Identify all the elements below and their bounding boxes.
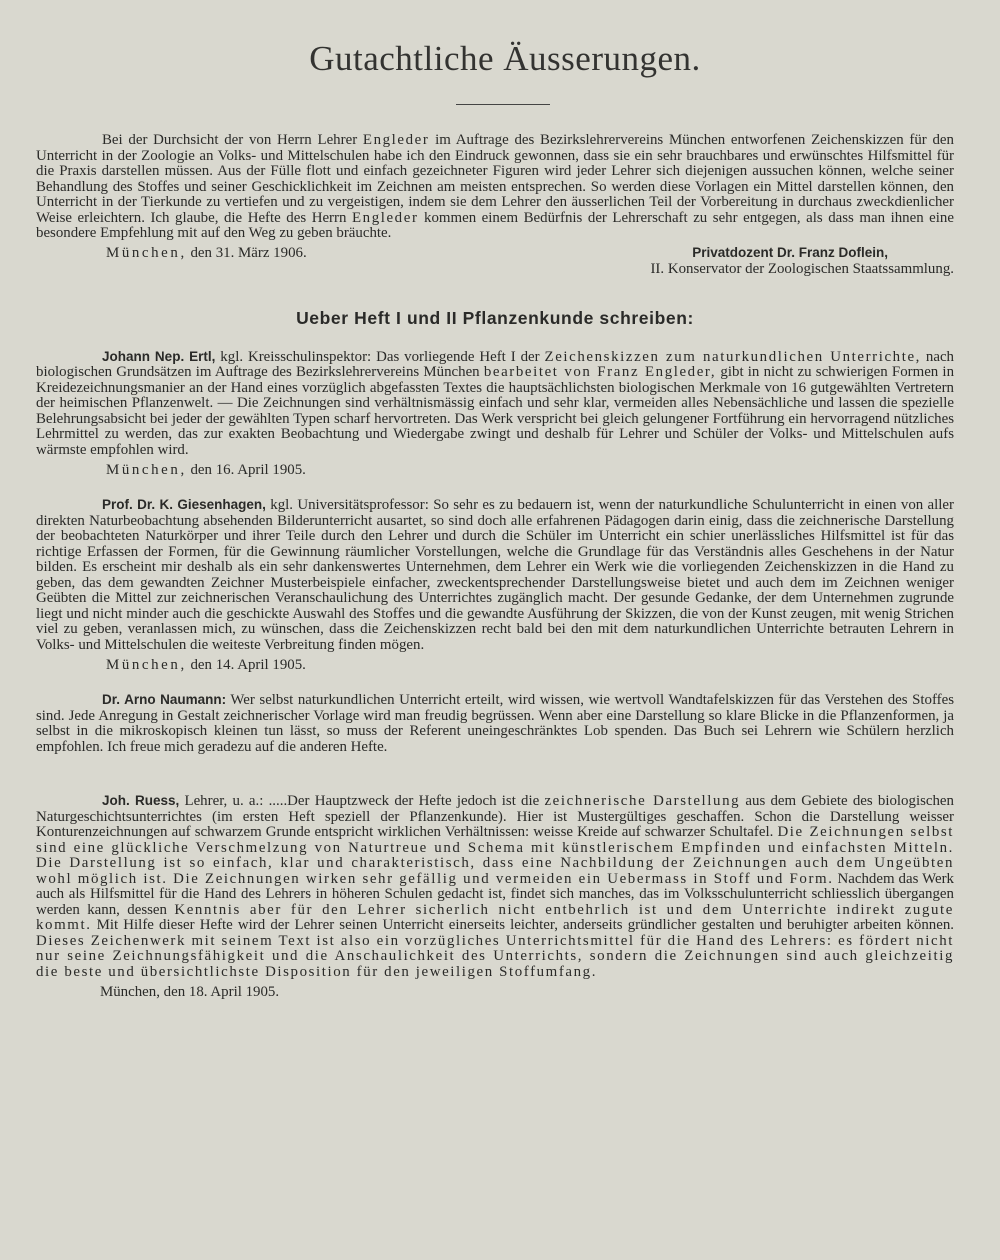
ruess-statement: Joh. Ruess, Lehrer, u. a.: .....Der Hauptzweck der Hefte jedoch ist die zeichnerische Darstellung aus dem Gebiete des biologischen Naturgeschichtsunterrichtes (im ersten Heft speziell der Pflanzenkunde). Hier ist Mustergültiges geschaffen. Schon die Darstellung weisser Konturenzeichnungen auf schwarzem Grunde entspricht wirklichen Verhältnissen: weisse Kreide auf schwarzer Schultafel. Die Zeichnungen selbst sind eine glückliche Verschmelzung von Naturtreue und Schema mit künstlerischem Empfinden und einfachsten Mitteln. Die Darstellung ist so einfach, klar und charakteristisch, dass eine Nachbildung der Zeichnungen auch dem Ungeübten wohl möglich ist. Die Zeichnungen wirken sehr gefällig und vermeiden ein Uebermass in Stoff und Form. Nachdem das Werk auch als Hilfsmittel für die Hand des Lehrers in höheren Schulen gedacht ist, findet sich manches, das im Volksschulunterricht schliesslich übergangen werden kann, dessen Kenntnis aber für den Lehrer sicherlich nicht entbehrlich ist und dem Unterrichte indirekt zugute kommt. Mit Hilfe dieser Hefte wird der Lehrer seinen Unterricht einerseits leichter, anderseits gründlicher gestalten und beruhigter arbeiten können. Dieses Zeichenwerk mit seinem Text ist also ein vorzügliches Unterrichtsmittel für die Hand des Lehrers: es fördert nicht nur seine Zeichnungsfähigkeit und die Anschaulichkeit des Unterrichts, sondern die Zeichnungen sind auch gleichzeitig die beste und übersichtlichste Disposition für den jeweiligen Stoffumfang. — [36, 793, 954, 980]
doflein-date: München, den 31. März 1906. — [106, 244, 307, 261]
ertl-date: München, den 16. April 1905. — [106, 462, 306, 478]
doflein-signature: Privatdozent Dr. Franz Doflein, — [692, 244, 888, 260]
naumann-statement: Dr. Arno Naumann: Wer selbst naturkundlichen Unterricht erteilt, wird wissen, wie wertvoll Wandtafelskizzen für das Verstehen des Stoffes sind. Jede Anregung in Gestalt zeichnerischer Vorlage wird man freudig begrüssen. Wenn aber eine Darstellung so klare Blicke in die Pflanzenformen, ja selbst in die mikroskopisch kleinen tun lässt, so muss der Referent uneingeschränktes Lob spenden. Das Buch sei Lehrern wie Schülern herzlich empfohlen. Ich freue mich geradezu auf die anderen Hefte. — [36, 692, 955, 755]
doflein-signature-title: II. Konservator der Zoologischen Staatssammlung. — [650, 260, 954, 277]
ertl-name: Johann Nep. Ertl, — [102, 348, 216, 364]
doflein-statement: Bei der Durchsicht der von Herrn Lehrer Engleder im Auftrage des Bezirkslehrervereins München entworfenen Zeichenskizzen für den Unterricht in der Zoologie an Volks- und Mittelschulen habe ich den Eindruck gewonnen, dass sie ein sehr brauchbares und erwünschtes Hilfsmittel für die Praxis darstellen müssen. Aus der Fülle flott und einfach gezeichneter Figuren wird jeder Lehrer sich diejenigen aussuchen können, welche seiner Behandlung des Stoffes und seiner Geschicklichkeit im Zeichnen am meisten entsprechen. So werden diese Vorlagen ein Mittel darstellen können, den Unterricht in der Tierkunde zu vertiefen und zu vergeistigen, indem sie dem Lehrer den äusserlichen Teil der Vorbereitung in durchaus zweckdienlicher Weise erleichtern. Ich glaube, die Hefte des Herrn Engleder kommen einem Bedürfnis der Lehrerschaft zu sehr entgegen, als dass man ihnen eine besondere Empfehlung mit auf den Weg zu geben bräuchte. — [36, 132, 954, 241]
name-engleder: Engleder — [351, 209, 419, 226]
giesenhagen-name: Prof. Dr. K. Giesenhagen, — [102, 497, 266, 512]
naumann-name: Dr. Arno Naumann: — [102, 692, 227, 707]
page-title: Gutachtliche Äusserungen. — [309, 39, 701, 78]
section-heading: Ueber Heft I und II Pflanzenkunde schreiben: — [296, 307, 694, 328]
giesenhagen-statement: Prof. Dr. K. Giesenhagen, kgl. Universitätsprofessor: So sehr es zu bedauern ist, wenn der naturkundliche Schulunterricht in einen von aller direkten Naturbeobachtung absehenden Bilderunterricht ausartet, so sind doch alle erfahrenen Pädagogen darin einig, dass die zeichnerische Darstellung der beobachteten Naturkörper und ihrer Teile durch den Lehrer und durch die Schüler im Unterricht ein schier unerlässliches Hilfsmittel ist für das richtige Erfassen der Formen, für die Gewinnung räumlicher Vorstellungen, welche die Grundlage für das Verständnis alles Geschehens in der Natur bilden. Es erscheint mir deshalb als ein sehr dankenswertes Unternehmen, dem Lehrer ein Werk wie die vorliegenden Zeichenskizzen in die Hand zu geben, das dem gewandten Zeichner Musterbeispiele einfacher, zweckentsprechender Darstellungsweise bietet und auch dem im Zeichnen weniger Geübten die Mittel zur zeichnerischen Veranschaulichung des Unterrichtes zugänglich macht. Der gesunde Gedanke, der dem Unternehmen zugrunde liegt und nicht minder auch die geschickte Auswahl des Stoffes und die gewandte Ausführung der Skizzen, die von der Kunst zeugen, mit wenig Strichen viel zu geben, veranlassen mich, zu wünschen, dass die Zeichenskizzen recht bald bei den mit dem naturkundlichen Unterrichte betrauten Lehrern in Volks- und Mittelschulen die weiteste Verbreitung finden mögen. — [36, 497, 954, 653]
ertl-statement: Johann Nep. Ertl, kgl. Kreisschulinspektor: Das vorliegende Heft I der Zeichenskizzen zum naturkundlichen Unterrichte, nach biologischen Grundsätzen im Auftrage des Bezirkslehrervereins München bearbeitet von Franz Engleder, gibt in nicht zu schwierigen Formen in Kreidezeichnungsmanier an der Hand eines vorzüglich abgefassten Textes die hauptsächlichsten biologischen Merkmale von 16 gutgewählten Vertretern der heimischen Pflanzenwelt. — Die Zeichnungen sind verhältnismässig einfach und sehr klar, vermeiden alles Nebensächliche und lassen die spezielle Belehrungsabsicht bei jeder der gewählten Typen scharf hervortreten. Das Werk verspricht bei gleich gelungener Fortführung ein hervorragend nützliches Lehrmittel zu werden, das zur exakten Beobachtung und Wiedergabe zwingt und deshalb für Lehrer und Schüler der Volks- und Mittelschulen aufs wärmste empfohlen wird. — [36, 348, 955, 458]
ruess-name: Joh. Ruess, — [102, 793, 180, 808]
giesenhagen-date: München, den 14. April 1905. — [106, 657, 306, 673]
doflein-signature-line — [36, 245, 954, 261]
name-engleder: Engleder — [362, 132, 430, 148]
ruess-date: München, den 18. April 1905. — [100, 984, 280, 1000]
title-divider — [456, 104, 550, 105]
